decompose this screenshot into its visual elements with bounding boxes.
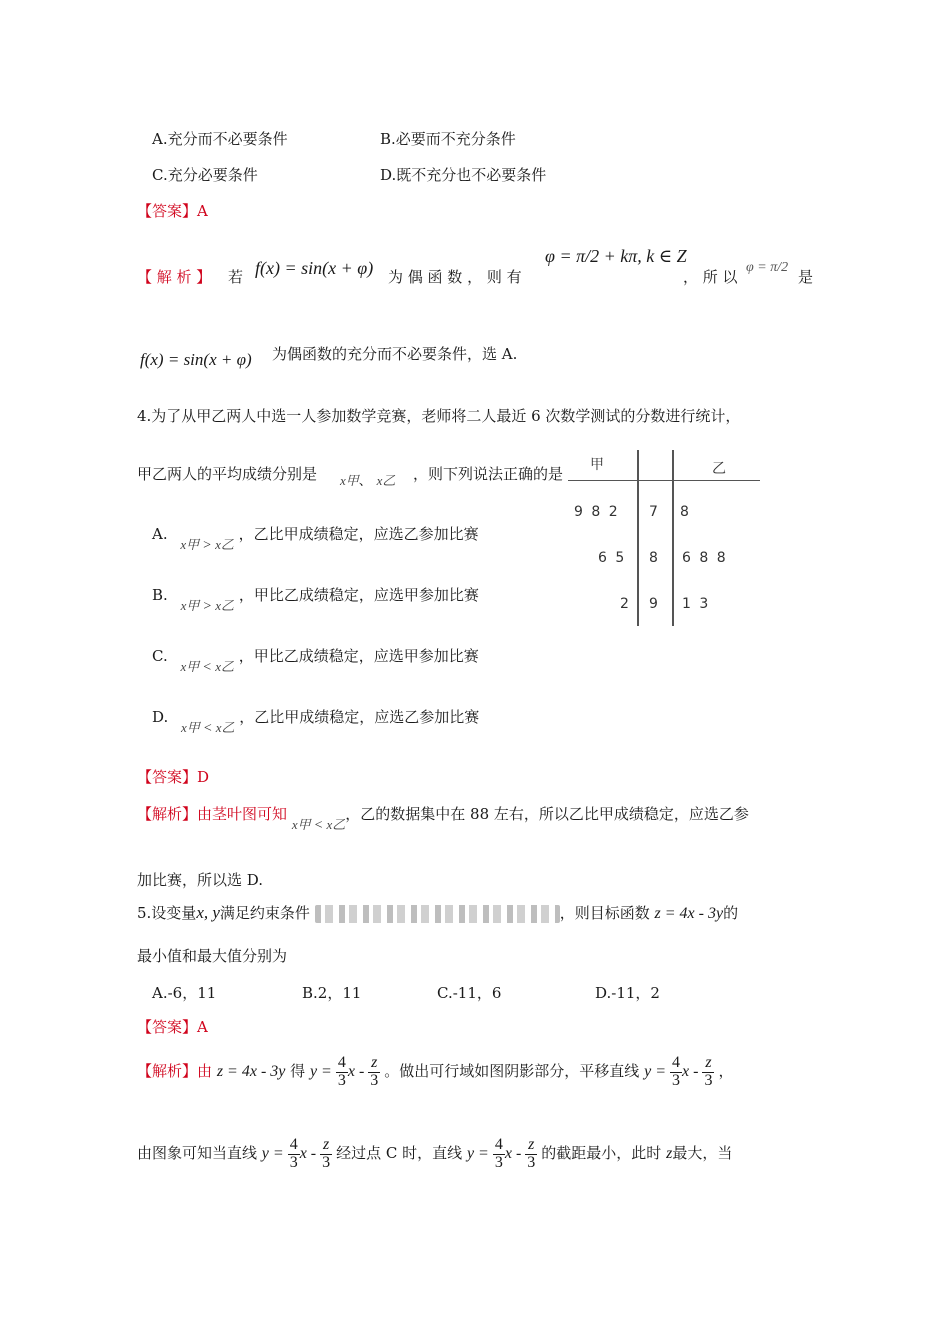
q5-option-c: C.-11，6	[437, 984, 502, 1002]
answer-value: A	[197, 202, 208, 220]
q3-analysis-is: 是	[798, 268, 814, 286]
answer-tag: 【答案】	[137, 202, 198, 220]
q4-stem-line2-b: ，则下列说法正确的是	[413, 465, 564, 483]
q3-option-c: C.充分必要条件	[152, 166, 258, 184]
q5-option-b: B.2，11	[302, 984, 362, 1002]
stemleaf-row2-right: 6 8 8	[682, 550, 728, 566]
stemleaf-header-rule	[568, 480, 760, 481]
q5-analysis-line1: 【解析】由 z = 4x - 3y 得 y = $\frac{4}{3}$ x - $\frac{z}{3}$ 。做出可行域如图阴影部分，平移直线 y = $\frac{4}{3}$ x - $\frac{z}{3}$ ，	[137, 1054, 734, 1089]
x-yi-symbol: x乙	[376, 473, 396, 488]
stemleaf-right-divider	[672, 450, 674, 626]
q5-analysis-line2: 由图象可知当直线 y = $\frac{4}{3}$ x - $\frac{z}{3}$ 经过点 C 时，直线 y = $\frac{4}{3}$ x - $\frac{z}{3}$ 的截距最小，此时 z最大，当	[137, 1136, 733, 1171]
q5-stem-line1: 5.设变量x, y满足约束条件 ，则目标函数 z = 4x - 3y的	[137, 903, 739, 922]
q3-option-b: B.必要而不充分条件	[380, 130, 516, 148]
q5-option-a: A.-6，11	[152, 984, 217, 1002]
q3-option-d: D.既不充分也不必要条件	[380, 166, 547, 184]
analysis-tag: 【解析】	[137, 805, 198, 823]
q3-func-formula: f(x) = sin(x + φ)	[255, 258, 374, 278]
q4-mean-symbols: x甲、 x乙	[340, 473, 396, 489]
q3-option-a: A.充分而不必要条件	[152, 130, 288, 148]
stemleaf-left-divider	[637, 450, 639, 626]
q4-analysis-line2: 加比赛，所以选 D.	[137, 871, 264, 889]
q4-analysis: 【解析】由茎叶图可知 x甲 < x乙，乙的数据集中在 88 左右，所以乙比甲成绩稳定，应选乙参	[137, 805, 749, 833]
stemleaf-row3-left: 2	[620, 596, 629, 612]
x-jia-symbol: x甲	[340, 473, 359, 488]
q4-answer: 【答案】D	[137, 768, 210, 786]
q4-option-b: B. x甲 > x乙 ，甲比乙成绩稳定，应选甲参加比赛	[152, 586, 479, 614]
stem-leaf-plot	[560, 448, 760, 628]
stemleaf-row2-stem: 8	[649, 550, 658, 566]
q5-answer: 【答案】A	[137, 1018, 208, 1036]
q3-analysis-so: ， 所 以	[683, 268, 738, 286]
q3-phi-condition: φ = π/2 + kπ, k ∈ Z	[545, 246, 687, 266]
stemleaf-row2-left: 6 5	[598, 550, 627, 566]
stemleaf-header-left: 甲	[590, 457, 604, 473]
constraint-system	[315, 905, 560, 923]
q3-answer	[137, 200, 208, 221]
stemleaf-header-right: 乙	[712, 461, 726, 477]
q3-func-formula-2: f(x) = sin(x + φ)	[140, 350, 252, 369]
q4-option-c: C. x甲 < x乙 ，甲比乙成绩稳定，应选甲参加比赛	[152, 647, 479, 675]
q4-option-d: D. x甲 < x乙 ，乙比甲成绩稳定，应选乙参加比赛	[152, 708, 480, 736]
q4-stem-line2: 甲乙两人的平均成绩分别是	[137, 465, 318, 483]
stemleaf-row1-right: 8	[680, 504, 689, 520]
q4-option-a: A. x甲 > x乙 ，乙比甲成绩稳定，应选乙参加比赛	[152, 525, 479, 553]
stemleaf-row1-stem: 7	[649, 504, 658, 520]
stemleaf-row1-left: 9 8 2	[574, 504, 620, 520]
stemleaf-row3-right: 1 3	[682, 596, 711, 612]
q5-option-d: D.-11，2	[595, 984, 660, 1002]
q3-analysis-if: 若	[228, 268, 244, 286]
q3-analysis-end: 为偶函数的充分而不必要条件，选 A.	[272, 345, 518, 363]
q5-stem-line2: 最小值和最大值分别为	[137, 947, 288, 965]
q4-stem-line1: 4.为了从甲乙两人中选一人参加数学竞赛，老师将二人最近 6 次数学测试的分数进行统计，	[137, 407, 741, 425]
q3-analysis-even: 为 偶 函 数 ， 则 有	[388, 268, 522, 286]
q3-analysis-tag: 【 解 析 】	[137, 268, 212, 286]
q3-phi-value: φ = π/2	[746, 260, 789, 275]
stemleaf-row3-stem: 9	[649, 596, 658, 612]
